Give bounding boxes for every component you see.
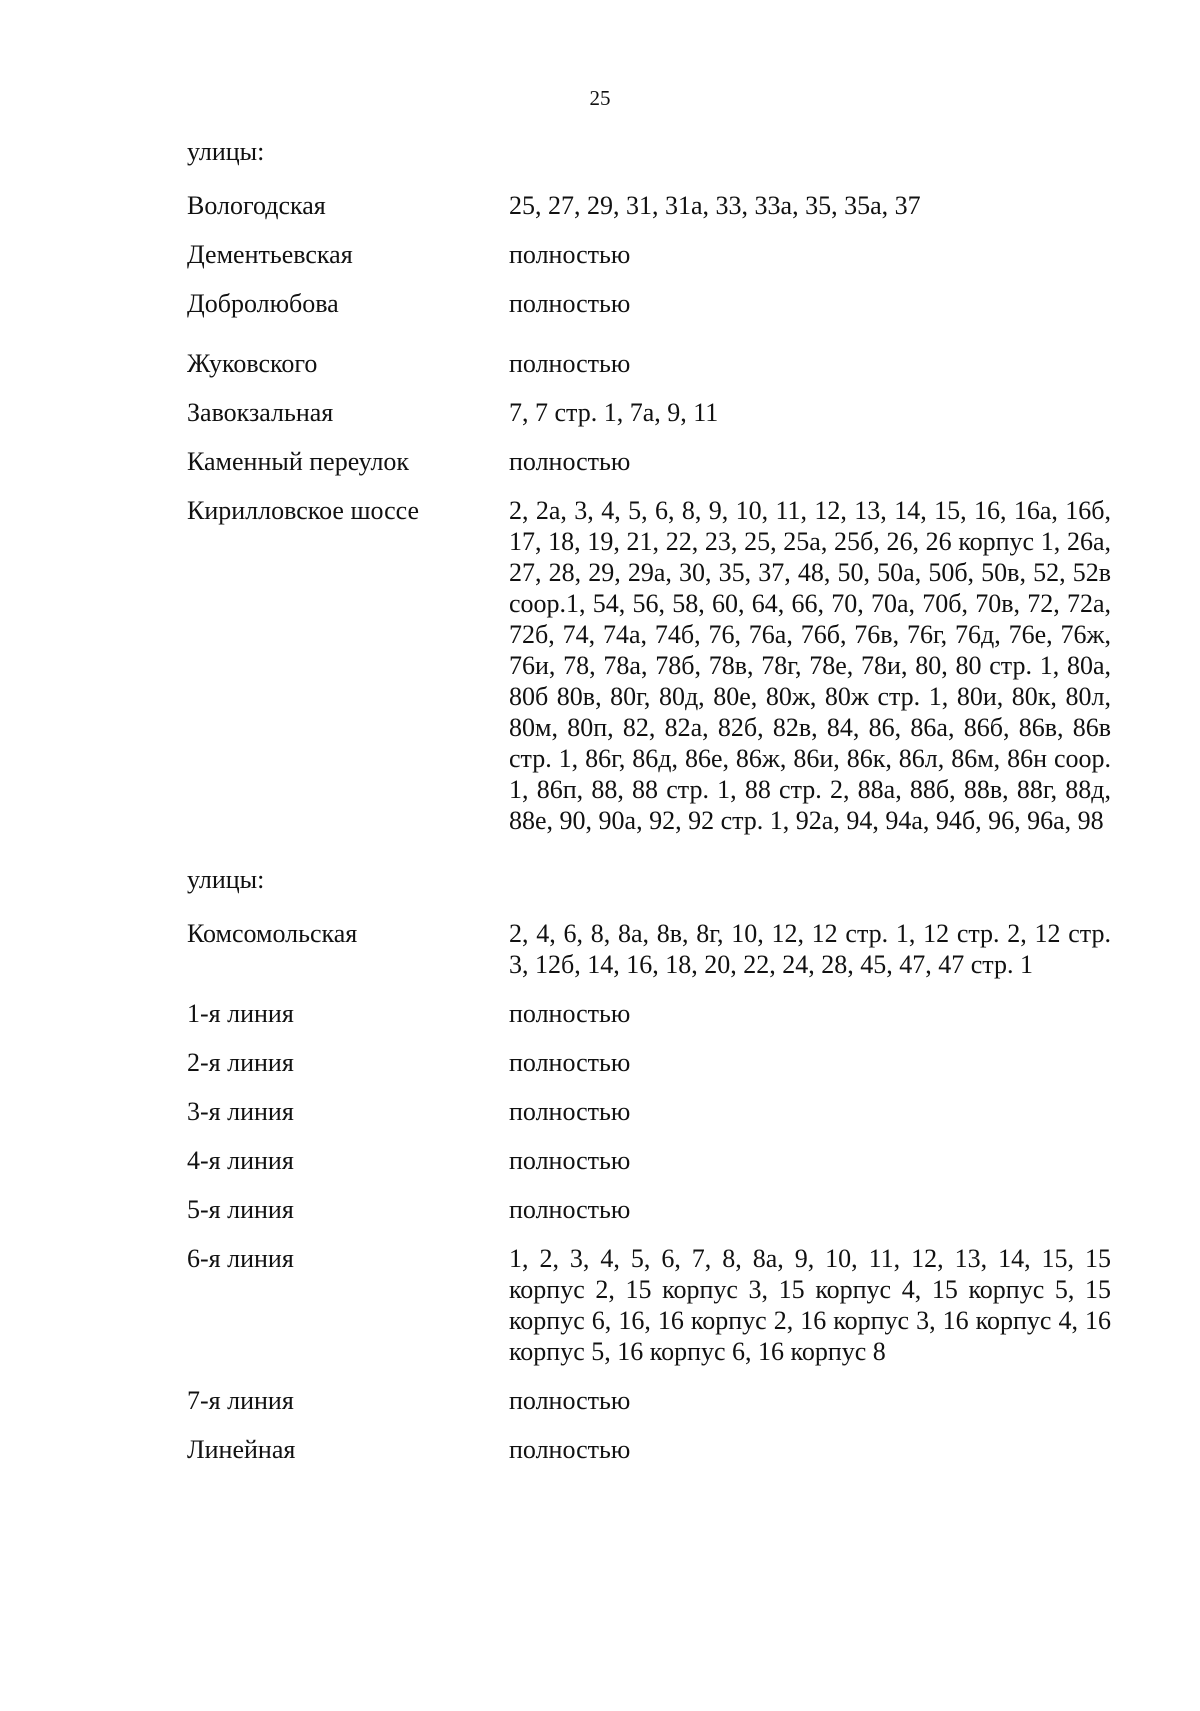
address-row [187, 1047, 1117, 1078]
street-name: 3-я линия [187, 1097, 294, 1126]
street-name: Каменный переулок [187, 447, 410, 476]
address-list [187, 136, 1117, 1465]
house-numbers: 1, 2, 3, 4, 5, 6, 7, 8, 8а, 9, 10, 11, 12, 13, 14, 15, 15 корпус 2, 15 корпус 3, 15 корпус 4, 15 корпус 5, 15 корпус 6, 16, 16 корпус 2, 16 корпус 3, 16 корпус 4, 16 корпус 5, 16 корпус 6, 16 корпус 8 [509, 1244, 1111, 1366]
house-numbers: полностью [509, 1195, 631, 1224]
street-name: 2-я линия [187, 1048, 294, 1077]
house-numbers: 2, 2а, 3, 4, 5, 6, 8, 9, 10, 11, 12, 13, 14, 15, 16, 16а, 16б, 17, 18, 19, 21, 22, 23, 25, 25а, 25б, 26, 26 корпус 1, 26а, 27, 28, 29, 29а, 30, 35, 37, 48, 50, 50а, 50б, 50в, 52, 52в соор.1, 54, 56, 58, 60, 64, 66, 70, 70а, 70б, 70в, 72, 72а, 72б, 74, 74а, 74б, 76, 76а, 76б, 76в, 76г, 76д, 76е, 76ж, 76и, 78, 78а, 78б, 78в, 78г, 78е, 78и, 80, 80 стр. 1, 80а, 80б 80в, 80г, 80д, 80е, 80ж, 80ж стр. 1, 80и, 80к, 80л, 80м, 80п, 82, 82а, 82б, 82в, 84, 86, 86а, 86б, 86в, 86в стр. 1, 86г, 86д, 86е, 86ж, 86и, 86к, 86л, 86м, 86н соор. 1, 86п, 88, 88 стр. 1, 88 стр. 2, 88а, 88б, 88в, 88г, 88д, 88е, 90, 90а, 92, 92 стр. 1, 92а, 94, 94а, 94б, 96, 96а, 98 [509, 496, 1111, 835]
street-name: Добролюбова [187, 289, 339, 318]
address-row [187, 1385, 1117, 1416]
address-row [187, 998, 1117, 1029]
street-name: 5-я линия [187, 1195, 294, 1224]
address-row [187, 348, 1117, 379]
address-row [187, 239, 1117, 270]
street-name: Вологодская [187, 191, 326, 220]
street-name: Жуковского [187, 349, 318, 378]
address-row [187, 397, 1117, 428]
house-numbers: полностью [509, 1435, 631, 1464]
street-name: Линейная [187, 1435, 296, 1464]
address-row [187, 1243, 1117, 1367]
section-header: улицы: [187, 137, 265, 166]
house-numbers: полностью [509, 1386, 631, 1415]
house-numbers: полностью [509, 240, 631, 269]
house-numbers: полностью [509, 289, 631, 318]
street-name: 4-я линия [187, 1146, 294, 1175]
house-numbers: 2, 4, 6, 8, 8а, 8в, 8г, 10, 12, 12 стр. 1, 12 стр. 2, 12 стр. 3, 12б, 14, 16, 18, 20, 22, 24, 28, 45, 47, 47 стр. 1 [509, 919, 1111, 979]
house-numbers: полностью [509, 447, 631, 476]
street-name: Завокзальная [187, 398, 334, 427]
address-row [187, 495, 1117, 836]
address-row [187, 918, 1117, 980]
street-name: 6-я линия [187, 1244, 294, 1273]
house-numbers: полностью [509, 1097, 631, 1126]
address-row [187, 1145, 1117, 1176]
address-row [187, 1434, 1117, 1465]
house-numbers: полностью [509, 349, 631, 378]
house-numbers: полностью [509, 1048, 631, 1077]
street-name: Дементьевская [187, 240, 353, 269]
address-row [187, 1194, 1117, 1225]
address-row [187, 1096, 1117, 1127]
address-row [187, 446, 1117, 477]
house-numbers: полностью [509, 1146, 631, 1175]
street-name: Комсомольская [187, 919, 358, 948]
address-row [187, 288, 1117, 319]
address-row [187, 190, 1117, 221]
house-numbers: полностью [509, 999, 631, 1028]
house-numbers: 7, 7 стр. 1, 7а, 9, 11 [509, 398, 719, 427]
street-name: Кирилловское шоссе [187, 496, 420, 525]
house-numbers: 25, 27, 29, 31, 31а, 33, 33а, 35, 35а, 37 [509, 191, 921, 220]
street-name: 1-я линия [187, 999, 294, 1028]
page-number: 25 [589, 86, 611, 110]
section-header: улицы: [187, 865, 265, 894]
street-name: 7-я линия [187, 1386, 294, 1415]
